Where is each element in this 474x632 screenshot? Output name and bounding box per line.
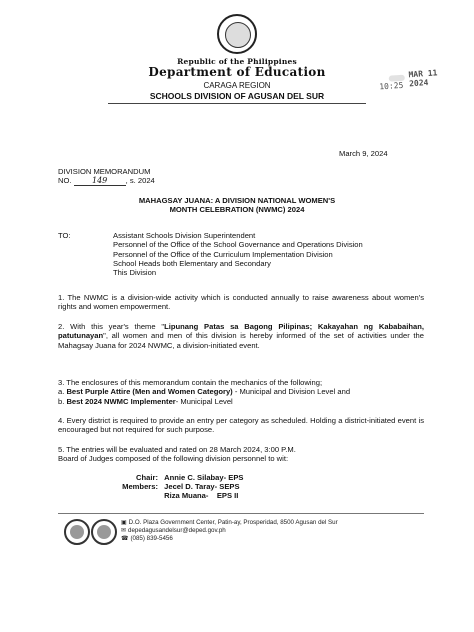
p3-item-a (58, 387, 424, 396)
stamp-time: 10:25 (379, 80, 404, 92)
judge-name: Jecel D. Taray- SEPS (164, 482, 240, 491)
deped-seal (217, 14, 257, 54)
footer-phone-line (121, 535, 338, 543)
paragraph-5 (58, 445, 424, 464)
footer-email[interactable]: depedagusandelsur@deped.gov.ph (128, 527, 226, 535)
recipient-item: Personnel of the Office of the Curriculum Implementation Division (113, 249, 333, 259)
judge-role: Chair: (136, 473, 158, 482)
department-title: Department of Education (148, 65, 326, 79)
division-text: SCHOOLS DIVISION OF AGUSAN DEL SUR (149, 91, 325, 101)
footer-contact (121, 519, 338, 544)
p2-lead: 2. With this year's theme " (58, 322, 165, 331)
judge-row (98, 491, 238, 500)
judge-name: Riza Muana- EPS II (164, 491, 239, 500)
footer-phone: (085) 839-5456 (130, 535, 173, 543)
footer-address-line (121, 519, 338, 527)
p3-intro: 3. The enclosures of this memorandum contain the mechanics of the following; (58, 378, 323, 387)
item-b-rest: - Municipal Level (175, 396, 233, 406)
phone-icon: ☎ (121, 536, 129, 543)
footer-divider (58, 513, 424, 514)
recipient-item: This Division (113, 268, 157, 278)
item-a-bold: Best Purple Attire (Men and Women Category) (66, 387, 233, 397)
memo-number: 149 (74, 176, 126, 186)
recipient-item: School Heads both Elementary and Secondary (113, 258, 271, 268)
paragraph-3 (58, 378, 424, 406)
p5-line-1: 5. The entries will be evaluated and rated on 28 March 2024, 3:00 P.M. (58, 445, 296, 454)
item-prefix: a. (58, 387, 67, 397)
division-logo (64, 519, 90, 545)
memo-date: March 9, 2024 (339, 149, 388, 158)
building-icon: ▣ (121, 520, 127, 526)
stamp-date: MAR 11 2024 (408, 68, 438, 89)
title-line-2: MONTH CELEBRATION (NWMC) 2024 (169, 205, 305, 215)
theme-text: Lipunang Patas sa Bagong Pilipinas; Kakayahan ng Kababaihan, patutunayan (58, 322, 424, 341)
judge-row (98, 482, 240, 491)
memo-no-suffix: , s. 2024 (125, 176, 155, 185)
footer-address: D.O. Plaza Government Center, Patin-ay, Prosperidad, 8500 Agusan del Sur (128, 519, 338, 526)
p2-rest: ", all women and men of this division is hereby informed of the set of activities under the Mahagsay Juana for 2024 NWMC, a division-initiated event. (58, 331, 424, 350)
title-line-1: MAHAGSAY JUANA: A DIVISION NATIONAL WOMEN'S (138, 196, 336, 205)
deped-logo (91, 519, 117, 545)
p5-line-2: Board of Judges composed of the following division personnel to wit: (58, 454, 289, 464)
to-label: TO: (58, 231, 71, 240)
memo-no-prefix: NO. (58, 176, 72, 185)
recipient-item: Personnel of the Office of the School Governance and Operations Division (113, 240, 363, 250)
header-divider (108, 103, 366, 104)
memo-label: DIVISION MEMORANDUM (58, 167, 151, 176)
p3-item-b (58, 397, 424, 406)
judge-name: Annie C. Silabay- EPS (164, 473, 244, 482)
judge-role: Members: (122, 482, 158, 491)
judge-row (98, 473, 243, 482)
paragraph-1: 1. The NWMC is a division-wide activity which is conducted annually to raise awareness about women's rights and women empowerment. (58, 293, 424, 312)
item-prefix: b. (58, 396, 67, 406)
item-a-rest: - Municipal and Division Level and (232, 387, 351, 397)
memo-title (0, 196, 474, 215)
item-b-bold: Best 2024 NWMC Implementer (66, 396, 176, 406)
memo-number-line (58, 176, 155, 186)
paragraph-2 (58, 322, 424, 350)
footer-email-line (121, 527, 338, 535)
region-text: CARAGA REGION (203, 81, 271, 90)
republic-text: Republic of the Philippines (177, 57, 297, 66)
recipient-item: Assistant Schools Division Superintendent (113, 231, 256, 240)
email-icon: ✉ (121, 528, 127, 535)
paragraph-4: 4. Every district is required to provide an entry per category as scheduled. Holding a district-initiated event is encouraged but not required for such purpose. (58, 416, 424, 435)
recipient-list (113, 231, 363, 277)
